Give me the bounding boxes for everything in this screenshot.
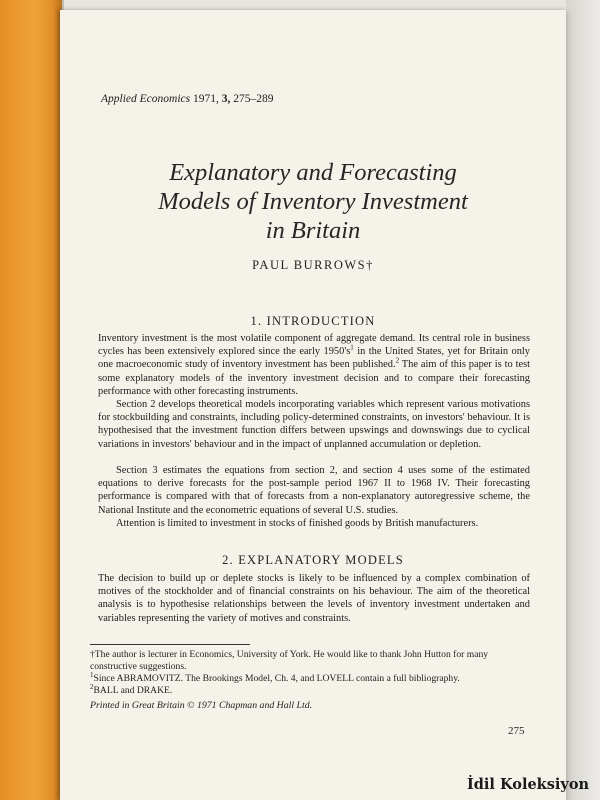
intro-paragraph-4: Attention is limited to investment in stocks of finished goods by British manufacturers. bbox=[116, 518, 479, 529]
background-surface bbox=[566, 0, 600, 800]
journal-pages: 275–289 bbox=[233, 93, 274, 105]
footnote-ref-1: 1 bbox=[350, 343, 354, 352]
journal-reference bbox=[101, 93, 273, 105]
journal-volume: 3, bbox=[221, 93, 231, 105]
footnote-divider bbox=[90, 644, 250, 645]
section-heading-introduction: 1. INTRODUCTION bbox=[250, 314, 376, 328]
intro-paragraph-3: Section 3 estimates the equations from section 2, and section 4 uses some of the estimated equations to derive forecasts for the post-sample period 1967 II to 1968 IV. Their forecasting performance is compared with that of forecasts from a non-explanatory autoregressive scheme, the National Institute and the econometric equations of several U.S. studies. bbox=[98, 465, 530, 516]
author-name: PAUL BURROWS† bbox=[252, 258, 374, 272]
footnote-2 bbox=[90, 682, 535, 697]
watermark-text: İdil Koleksiyon bbox=[467, 776, 590, 793]
title-line-3: in Britain bbox=[265, 217, 361, 244]
intro-p1-part-b: in the United States, yet for Britain only one macroeconomic study of inventory investment has been published. bbox=[98, 346, 530, 371]
section-heading-explanatory-models: 2. EXPLANATORY MODELS bbox=[222, 553, 404, 567]
footnote-1-text: Since ABRAMOVITZ. The Brookings Model, Ch. 4, and LOVELL contain a full bibliography. bbox=[93, 673, 460, 684]
footnote-ref-2: 2 bbox=[395, 356, 400, 365]
footnote-1 bbox=[90, 670, 535, 685]
printing-notice: Printed in Great Britain © 1971 Chapman and Hall Ltd. bbox=[90, 700, 313, 711]
intro-paragraph-2: Section 2 develops theoretical models incorporating variables which represent various motivations for stockbuilding and constraints, including policy-determined constraints, on investors' behaviour. It is hypothesised that the investment function differs between upswings and downswings due to cyclical variations in investors' behaviour and in the impact of unplanned accumulation or depletion. bbox=[98, 399, 530, 450]
intro-p1-part-a: Inventory investment is the most volatile component of aggregate demand. Its central role in business cycles has been extensively explored since the early 1950's bbox=[98, 333, 530, 358]
journal-year: 1971, bbox=[192, 93, 219, 105]
title-line-2: Models of Inventory Investment bbox=[158, 188, 468, 215]
intro-paragraph-1 bbox=[98, 332, 530, 398]
intro-p1-part-c: The aim of this paper is to test some explanatory models of the inventory investment decision and to compare their forecasting performance with other forecasting instruments. bbox=[98, 359, 530, 397]
document-page bbox=[60, 10, 566, 800]
footnote-2-mark: 2 bbox=[90, 682, 94, 691]
article-title bbox=[60, 158, 566, 245]
footnote-1-mark: 1 bbox=[90, 670, 94, 679]
title-line-1: Explanatory and Forecasting bbox=[169, 159, 457, 186]
footnote-author: †The author is lecturer in Economics, University of York. He would like to thank John Hutton for many constructive suggestions. bbox=[90, 649, 489, 672]
page-number: 275 bbox=[508, 725, 525, 737]
journal-name: Applied Economics bbox=[101, 93, 191, 105]
explanatory-paragraph-1: The decision to build up or deplete stocks is likely to be influenced by a complex combination of motives of the stockholder and of financial constraints on his behaviour. The aim of the theoretical analysis is to hypothesise relationships between the levels of inventory investment undertaken and variables representing the variety of motives and constraints. bbox=[98, 573, 530, 624]
footnote-2-text: BALL and DRAKE. bbox=[93, 685, 173, 696]
